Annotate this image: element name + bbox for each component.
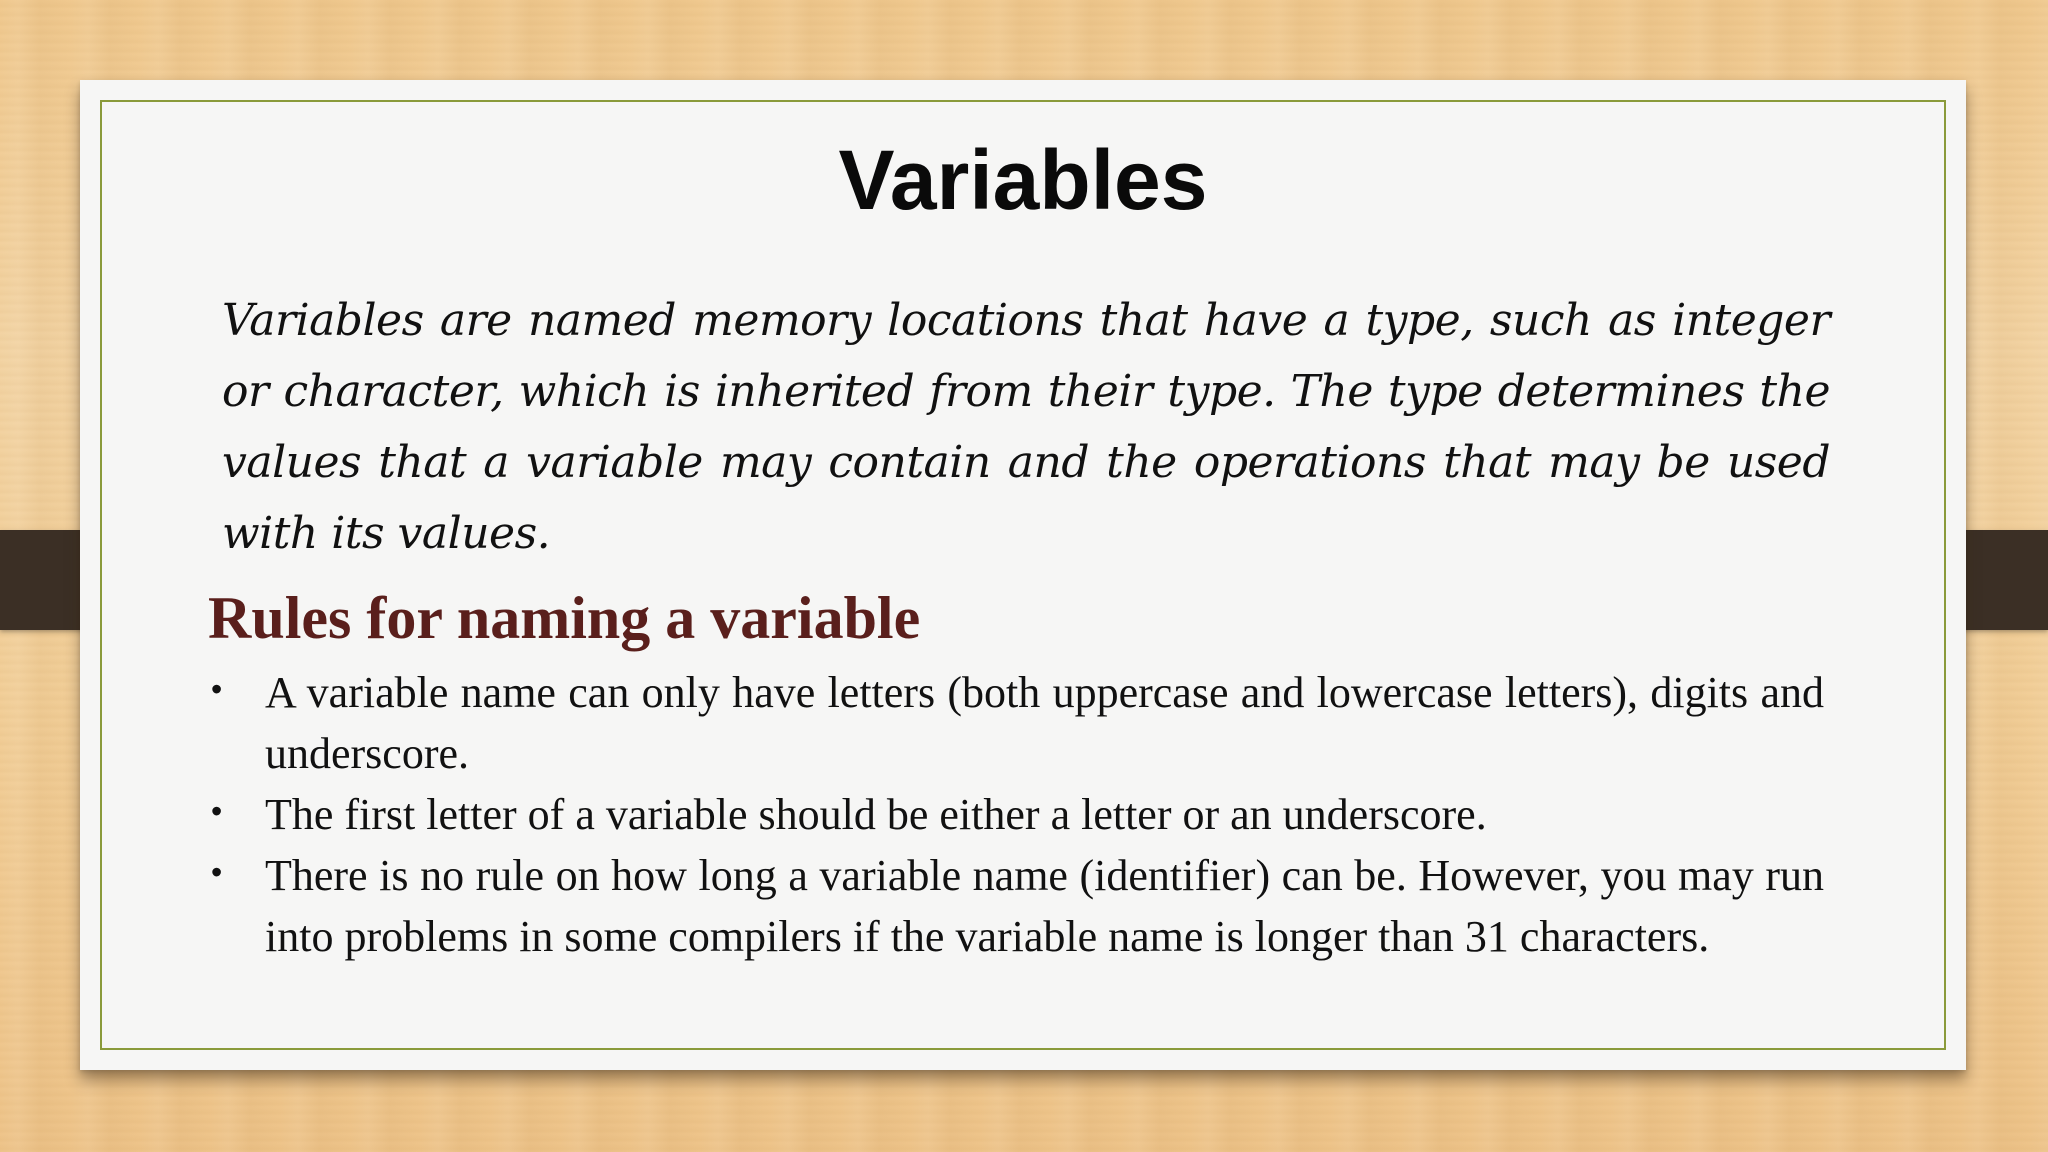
- rule-item: [208, 662, 1824, 784]
- bullet-icon: •: [211, 793, 223, 829]
- rule-text: A variable name can only have letters (both uppercase and lowercase letters), digits and underscore.: [265, 668, 1824, 778]
- rule-item: [208, 845, 1824, 967]
- rule-text: The first letter of a variable should be either a letter or an underscore.: [265, 790, 1487, 839]
- rule-item: [208, 784, 1824, 845]
- intro-paragraph: Variables are named memory locations that have a type, such as integer or character, which is inherited from their type. The type determines the values that a variable may contain and the operations that may be used with its values.: [222, 295, 1830, 559]
- rules-heading: Rules for naming a variable: [208, 585, 921, 651]
- bullet-icon: •: [211, 671, 223, 707]
- rule-text: There is no rule on how long a variable name (identifier) can be. However, you may run into problems in some compilers if the variable name is longer than 31 characters.: [265, 851, 1824, 961]
- slide-card: [80, 80, 1966, 1070]
- slide-title: Variables: [838, 133, 1208, 227]
- rules-list: [208, 662, 1824, 967]
- bullet-icon: •: [211, 854, 223, 890]
